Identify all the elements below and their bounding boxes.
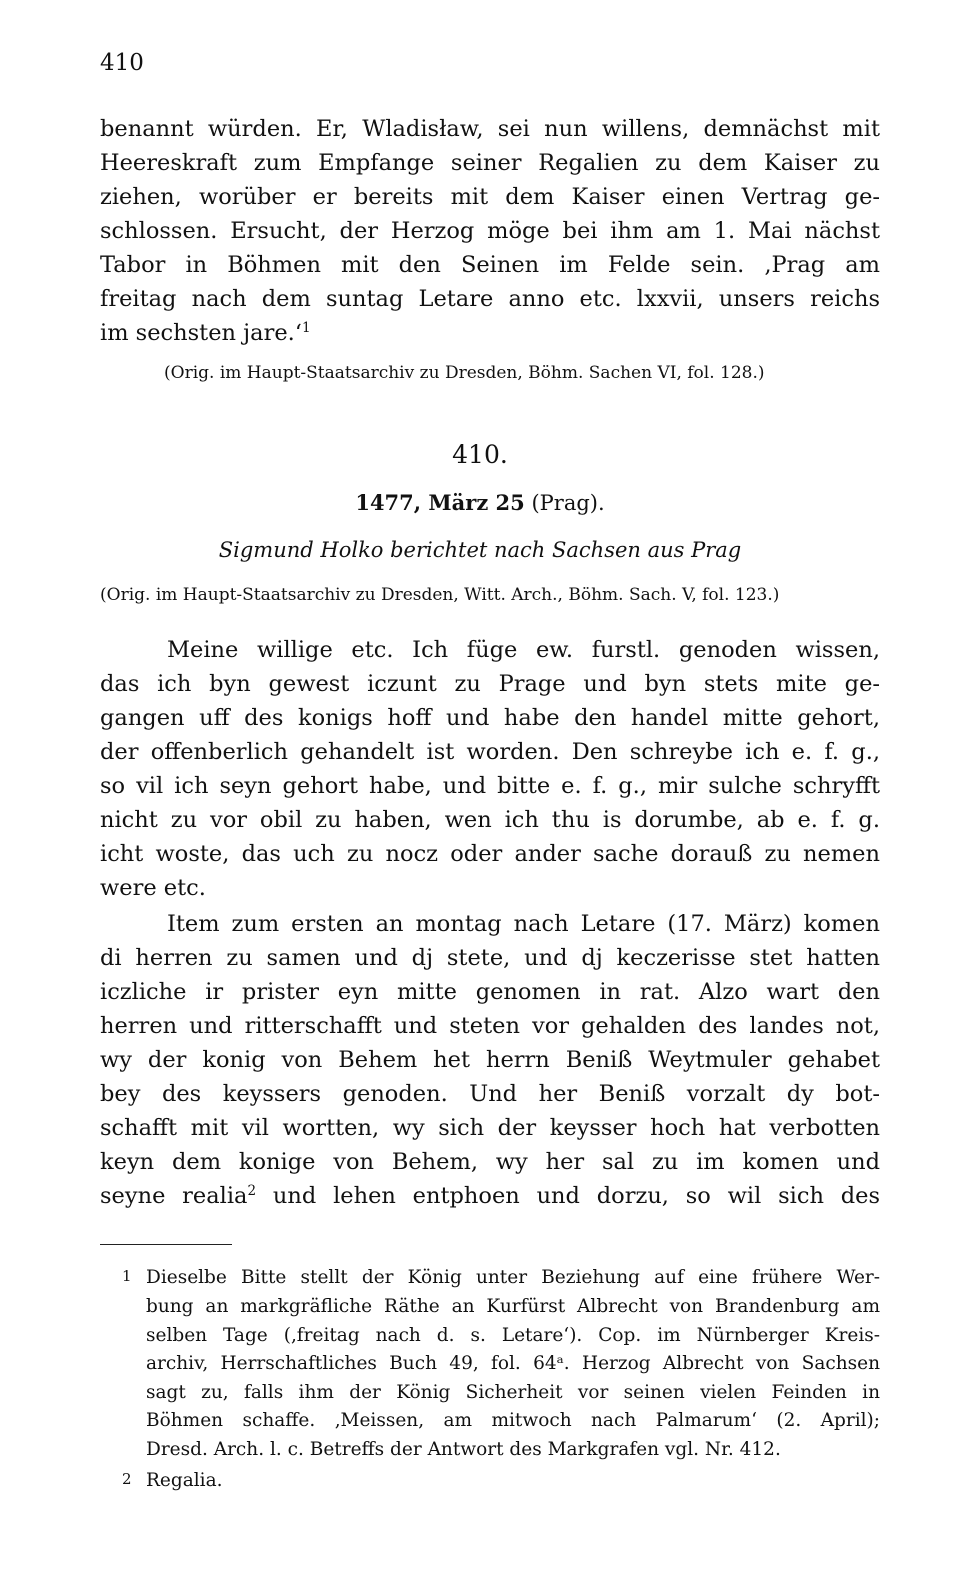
para2-last-line: seyne realia$^2$ und lehen entphoen und dorzu, so wil sich des xyxy=(100,1182,881,1209)
intro-line: benannt würden. Er, Wladisław, sei nun willens, demnächst mit xyxy=(100,116,880,142)
para1-line: der offenberlich gehandelt ist worden. Den schreybe ich e. f. g., xyxy=(100,739,880,765)
footnote-1-mark: 1 xyxy=(122,1267,132,1285)
para2-line: bey des keyssers genoden. Und her Beniß vorzalt dy bot- xyxy=(100,1081,880,1107)
para2-line: keyn dem konige von Behem, wy her sal zu im komen und xyxy=(100,1149,880,1175)
para1-line: nicht zu vor obil zu haben, wen ich thu is dorumbe, ab e. f. g. xyxy=(100,807,880,833)
intro-line: freitag nach dem suntag Letare anno etc. lxxvii, unsers reichs xyxy=(100,286,880,312)
intro-line: ziehen, worüber er bereits mit dem Kaiser einen Vertrag ge- xyxy=(100,184,880,210)
para2-line: herren und ritterschafft und steten vor gehalden des landes not, xyxy=(100,1013,880,1039)
document-date xyxy=(0,490,960,515)
footnote-1-line: selben Tage (‚freitag nach d. s. Letare‘). Cop. im Nürnberger Kreis- xyxy=(146,1325,880,1346)
para1-line: so vil ich seyn gehort habe, und bitte e. f. g., mir sulche schryfft xyxy=(100,773,880,799)
para2-line: di herren zu samen und dj stete, und dj keczerisse stet hatten xyxy=(100,945,880,971)
footnote-1-line: Dieselbe Bitte stellt der König unter Beziehung auf eine frühere Wer- xyxy=(146,1267,880,1288)
footnote-2-mark: 2 xyxy=(122,1470,132,1488)
para1-line: gangen uff des konigs hoff und habe den handel mitte gehort, xyxy=(100,705,880,731)
footnote-2-text: Regalia. xyxy=(146,1470,223,1491)
footnote-divider xyxy=(100,1244,232,1245)
intro-source-note: (Orig. im Haupt-Staatsarchiv zu Dresden, Böhm. Sachen VI, fol. 128.) xyxy=(164,363,765,383)
footnote-1-line: sagt zu, falls ihm der König Sicherheit vor seinen vielen Feinden in xyxy=(146,1382,880,1403)
footnote-1-line: Dresd. Arch. l. c. Betreffs der Antwort des Markgrafen vgl. Nr. 412. xyxy=(146,1439,781,1460)
intro-line: Heereskraft zum Empfange seiner Regalien zu dem Kaiser zu xyxy=(100,150,880,176)
intro-last-line: im sechsten jare.‘$^1$ xyxy=(100,319,311,346)
document-title: Sigmund Holko berichtet nach Sachsen aus Prag xyxy=(218,538,742,562)
intro-line: schlossen. Ersucht, der Herzog möge bei ihm am 1. Mai nächst xyxy=(100,218,880,244)
footnote-ref-1: 1 xyxy=(301,319,311,336)
document-number: 410. xyxy=(452,440,508,469)
footnote-1-line: Böhmen schaffe. ‚Meissen, am mitwoch nach Palmarum‘ (2. April); xyxy=(146,1410,880,1431)
para2-line: Item zum ersten an montag nach Letare (17. März) komen xyxy=(167,911,880,937)
para2-line: schafft mit vil wortten, wy sich der keysser hoch hat verbotten xyxy=(100,1115,880,1141)
document-date-place: (Prag). xyxy=(524,491,605,515)
para2-line: iczliche ir prister eyn mitte genomen in rat. Alzo wart den xyxy=(100,979,880,1005)
para1-line: were etc. xyxy=(100,875,206,901)
intro-line: Tabor in Böhmen mit den Seinen im Felde sein. ‚Prag am xyxy=(100,252,880,278)
para1-line: das ich byn gewest iczunt zu Prage und byn stets mite ge- xyxy=(100,671,880,697)
para1-line: icht woste, das uch zu nocz oder ander sache dorauß zu nemen xyxy=(100,841,880,867)
footnote-1-line: bung an markgräfliche Räthe an Kurfürst Albrecht von Brandenburg am xyxy=(146,1296,880,1317)
para1-line: Meine willige etc. Ich füge ew. furstl. genoden wissen, xyxy=(167,637,880,663)
document-date-year: 1477, März 25 xyxy=(355,490,525,515)
footnote-ref-2: 2 xyxy=(247,1182,257,1199)
para2-line: wy der konig von Behem het herrn Benіß Weytmuler gehabet xyxy=(100,1047,880,1073)
footnote-1-line: archiv, Herrschaftliches Buch 49, fol. 64ᵃ. Herzog Albrecht von Sachsen xyxy=(146,1353,880,1374)
document-source-note: (Orig. im Haupt-Staatsarchiv zu Dresden, Witt. Arch., Böhm. Sach. V, fol. 123.) xyxy=(100,585,780,605)
page-number: 410 xyxy=(100,50,144,76)
